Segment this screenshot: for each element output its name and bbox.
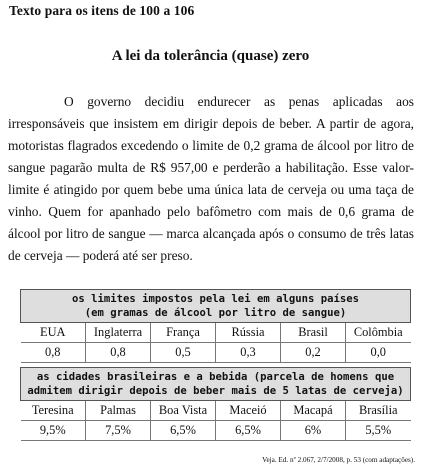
country-names-row (21, 323, 411, 343)
country-limits-title-line1: os limites impostos pela lei em alguns países (71, 293, 359, 305)
city-name: Boa Vista (151, 401, 216, 421)
country-limits-table (20, 289, 411, 363)
country-limits-table-title (21, 290, 411, 323)
city-drinking-title-line2: admitem dirigir depois de beber mais de 5 latas de cerveja) (27, 385, 404, 397)
limit-value: 0,3 (216, 343, 281, 363)
limit-value: 0,8 (21, 343, 86, 363)
limit-value: 0,0 (346, 343, 411, 363)
percent-value: 6% (281, 421, 346, 441)
limit-value: 0,8 (86, 343, 151, 363)
country-name: Inglaterra (86, 323, 151, 343)
city-drinking-table (20, 367, 411, 441)
percent-value: 7,5% (86, 421, 151, 441)
country-name: EUA (21, 323, 86, 343)
city-name: Teresina (21, 401, 86, 421)
city-drinking-title-line1: as cidades brasileiras e a bebida (parcela de homens que (36, 371, 395, 383)
city-name: Palmas (86, 401, 151, 421)
city-name: Macapá (281, 401, 346, 421)
percent-value: 6,5% (216, 421, 281, 441)
percent-value: 6,5% (151, 421, 216, 441)
city-names-row (21, 401, 411, 421)
city-name: Maceió (216, 401, 281, 421)
country-name: Brasil (281, 323, 346, 343)
city-name: Brasília (346, 401, 411, 421)
city-drinking-table-title (21, 368, 411, 401)
article-title: A lei da tolerância (quase) zero (111, 48, 310, 64)
city-percent-row (21, 421, 411, 441)
percent-value: 9,5% (21, 421, 86, 441)
percent-value: 5,5% (346, 421, 411, 441)
country-limits-title-line2: (em gramas de álcool por litro de sangue) (84, 307, 347, 319)
limit-value: 0,2 (281, 343, 346, 363)
country-name: Rússia (216, 323, 281, 343)
country-name: Colômbia (346, 323, 411, 343)
article-body: O governo decidiu endurecer as penas aplicadas aos irresponsáveis que insistem em dirigir depois de beber. A partir de agora, motoristas flagrados excedendo o limite de 0,2 grama de álcool por litro de sangue pagarão multa de R$ 957,00 e perderão a habilitação. Esse valor-limite é atingido por quem bebe uma única lata de cerveja ou uma taça de vinho. Quem for apanhado pelo bafômetro com mais de 0,6 grama de álcool por litro de sangue — marca alcançada após o consumo de três latas de cerveja — poderá até ser preso. (8, 94, 414, 263)
section-header: Texto para os itens de 100 a 106 (9, 3, 195, 18)
country-limits-row (21, 343, 411, 363)
country-name: França (151, 323, 216, 343)
limit-value: 0,5 (151, 343, 216, 363)
source-citation: Veja. Ed. nº 2.067, 2/7/2008, p. 53 (com adaptações). (262, 456, 415, 464)
